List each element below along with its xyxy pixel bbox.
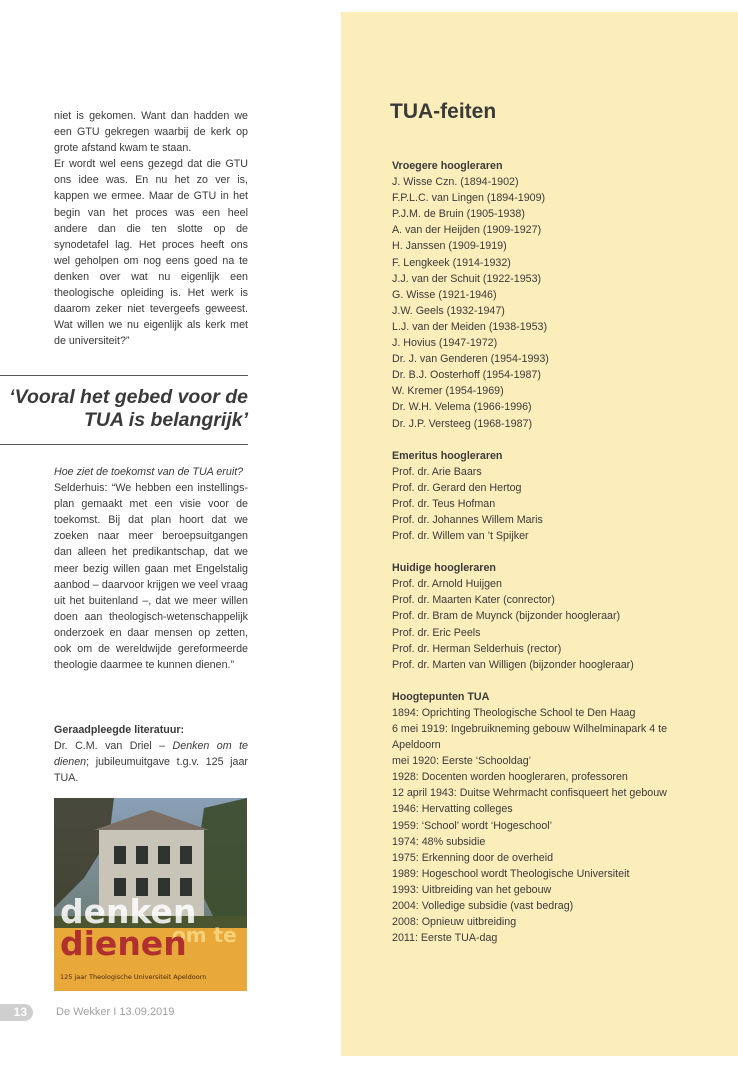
facts-line: Prof. dr. Bram de Muynck (bijzonder hoogleraar) <box>392 610 621 623</box>
facts-line: 1974: 48% subsidie <box>392 835 486 848</box>
facts-line: 2008: Opnieuw uitbreiding <box>392 916 517 929</box>
facts-line: Dr. W.H. Velema (1966-1996) <box>392 401 532 414</box>
facts-line: J.J. van der Schuit (1922-1953) <box>392 272 542 285</box>
interview-question: Hoe ziet de toekomst van de TUA eruit? <box>54 466 244 478</box>
facts-line: P.J.M. de Bruin (1905-1938) <box>392 208 525 221</box>
book-cover-word-1: denken <box>60 892 197 931</box>
facts-line: Apeldoorn <box>392 739 441 752</box>
facts-line: Prof. dr. Teus Hofman <box>392 497 496 510</box>
facts-line: Prof. dr. Maarten Kater (conrector) <box>392 594 555 607</box>
facts-line: J. Wisse Czn. (1894-1902) <box>392 176 519 189</box>
facts-line: A. van der Heijden (1909-1927) <box>392 224 542 237</box>
facts-line: J.W. Geels (1932-1947) <box>392 304 505 317</box>
facts-line: Dr. J.P. Versteeg (1968-1987) <box>392 417 533 430</box>
references-rest: ; jubileumuitgave t.g.v. 125 jaar TUA. <box>54 756 248 785</box>
facts-line: mei 1920: Eerste ‘Schooldag’ <box>392 755 532 768</box>
pull-quote: ‘Vooral het gebed voor de TUA is belangrijk’ <box>9 386 248 431</box>
references-heading: Geraadpleegde literatuur: <box>54 724 185 736</box>
page-number: 13 <box>0 1004 33 1021</box>
facts-section <box>392 158 722 432</box>
facts-line: J. Hovius (1947-1972) <box>392 337 498 350</box>
article-column-bottom <box>54 464 248 673</box>
book-cover-subtitle: 125 jaar Theologische Universiteit Apeldoorn <box>60 973 207 981</box>
article-column-top <box>54 108 248 349</box>
facts-section <box>392 560 722 673</box>
facts-line: 1928: Docenten worden hoogleraren, professoren <box>392 771 628 784</box>
facts-line: F.P.L.C. van Lingen (1894-1909) <box>392 192 546 205</box>
book-cover-word-3: dienen <box>60 924 187 963</box>
facts-line: F. Lengkeek (1914-1932) <box>392 256 511 269</box>
facts-line: 1946: Hervatting colleges <box>392 803 513 816</box>
facts-line: 1993: Uitbreiding van het gebouw <box>392 883 552 896</box>
facts-line: 1989: Hogeschool wordt Theologische Universiteit <box>392 867 630 880</box>
facts-line: 1975: Erkenning door de overheid <box>392 851 554 864</box>
facts-section-heading: Huidige hoogleraren <box>392 562 496 575</box>
facts-line: Prof. dr. Willem van ’t Spijker <box>392 530 529 543</box>
pull-quote-block <box>0 375 248 445</box>
article-paragraph: Er wordt wel eens gezegd dat die GTU ons idee was. En nu het zo ver is, kappen we ermee. Maar de GTU in het begin van het proces was een heel andere dan die ten slotte op de synodetafel lag. Het proces heeft ons wel geholpen om nog eens goed na te denken over wat nu eigenlijk een theologische opleiding is. Het werk is daarom zeker niet tevergeefs geweest. Wat willen we nu eigenlijk als kerk met de universiteit?” <box>54 158 248 348</box>
references-entry <box>54 738 248 786</box>
facts-line: Prof. dr. Arnold Huijgen <box>392 578 502 591</box>
facts-line: L.J. van der Meiden (1938-1953) <box>392 320 548 333</box>
facts-section <box>392 448 722 545</box>
facts-section-heading: Vroegere hoogleraren <box>392 160 503 172</box>
facts-line: H. Janssen (1909-1919) <box>392 240 507 253</box>
facts-line: Prof. dr. Arie Baars <box>392 465 482 478</box>
facts-line: Prof. dr. Johannes Willem Maris <box>392 513 543 526</box>
facts-panel-title: TUA-feiten <box>390 100 497 123</box>
facts-line: W. Kremer (1954-1969) <box>392 385 504 398</box>
references <box>54 722 248 786</box>
facts-line: 1959: ‘School’ wordt ‘Hogeschool’ <box>392 819 553 832</box>
facts-list <box>392 158 722 962</box>
book-cover-illustration <box>54 798 247 991</box>
facts-line: 2004: Volledige subsidie (vast bedrag) <box>392 900 574 913</box>
facts-section-heading: Emeritus hoogleraren <box>392 449 503 462</box>
facts-line: 6 mei 1919: Ingebruikneming gebouw Wilhelminapark 4 te <box>392 723 668 735</box>
facts-line: Prof. dr. Herman Selderhuis (rector) <box>392 642 562 655</box>
interview-paragraph <box>54 464 248 673</box>
facts-line: Dr. B.J. Oosterhoff (1954-1987) <box>392 369 541 382</box>
facts-line: Dr. J. van Genderen (1954-1993) <box>392 353 549 366</box>
publication-footer: De Wekker I 13.09.2019 <box>56 1006 175 1018</box>
facts-section <box>392 689 722 947</box>
book-cover-image <box>54 798 247 991</box>
facts-section-heading: Hoogtepunten TUA <box>392 690 490 703</box>
references-author: Dr. C.M. van Driel – <box>54 740 173 753</box>
facts-line: Prof. dr. Marten van Willigen (bijzonder hoogleraar) <box>392 658 634 671</box>
article-paragraph: niet is gekomen. Want dan hadden we een GTU gekregen waarbij de kerk op grote afstand kwam te staan. <box>54 110 248 155</box>
facts-line: 1894: Oprichting Theologische School te Den Haag <box>392 706 636 719</box>
facts-line: Prof. dr. Eric Peels <box>392 626 481 639</box>
interview-answer: Selderhuis: “We hebben een instellings-plan gemaakt met een visie voor de toekomst. Bij dat plan hoort dat we zoeken naar meer beroepsuitgangen dan alleen het predikantschap, dat we meer bezig willen gaan met Engelstalig aanbod – daarvoor krijgen we veel vraag uit het buitenland –, dat we meer willen doen aan theologisch-wetenschappelijk onderzoek en daar mensen op zetten, ook om de wereldwijde gereformeerde theologie daarmee te kunnen dienen.” <box>54 482 248 672</box>
facts-line: 12 april 1943: Duitse Wehrmacht confisqueert het gebouw <box>392 787 667 800</box>
references-title: Denken om te dienen <box>54 740 248 769</box>
facts-line: G. Wisse (1921-1946) <box>392 288 497 301</box>
facts-line: 2011: Eerste TUA-dag <box>392 932 498 945</box>
facts-line: Prof. dr. Gerard den Hertog <box>392 481 522 494</box>
book-cover-word-2: om te <box>172 923 237 947</box>
